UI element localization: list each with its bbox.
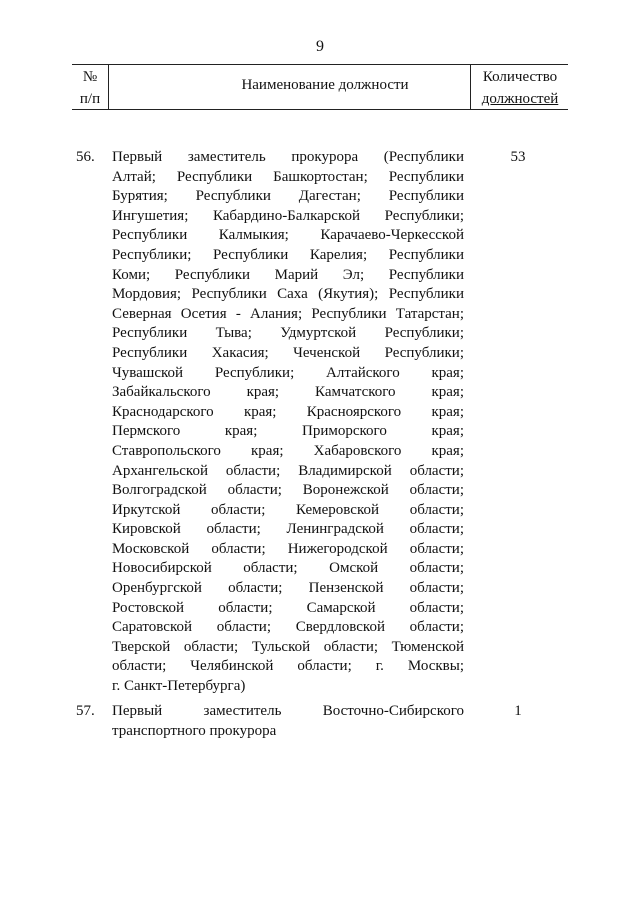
text-line: Ингушетия; Кабардино-Балкарской Республики;	[112, 207, 464, 224]
text-line: Первый заместитель Восточно-Сибирского	[112, 703, 464, 719]
text-line: Республики Тыва; Удмуртской Республики;	[112, 325, 464, 342]
text-line: Забайкальского края; Камчатского края;	[112, 384, 464, 401]
text-line: Пермского края; Приморского края;	[112, 423, 464, 440]
header-quantity-label-line1: Количество	[482, 69, 558, 85]
header-position-name-label: Наименование должности	[241, 77, 409, 93]
text-line: области; Челябинской области; г. Москвы;	[112, 658, 464, 675]
header-quantity-column	[470, 65, 569, 109]
text-line: Алтай; Республики Башкортостан; Республики	[112, 168, 464, 185]
text-line: Волгоградской области; Воронежской области;	[112, 482, 464, 499]
text-line: транспортного прокурора	[112, 722, 277, 739]
text-line: Краснодарского края; Красноярского края;	[112, 403, 464, 420]
text-line: Чувашской Республики; Алтайского края;	[112, 364, 464, 381]
text-line: Тверской области; Тульской области; Тюменской	[112, 638, 464, 655]
header-number-abbrev: п/п	[79, 91, 101, 107]
text-line: Новосибирской области; Омской области;	[112, 560, 464, 577]
header-quantity-label-line2: должностей	[481, 91, 559, 107]
text-line: Московской области; Нижегородской области;	[112, 540, 464, 557]
table-header	[72, 64, 568, 110]
text-line: Архангельской области; Владимирской области;	[112, 462, 464, 479]
text-line: Ростовской области; Самарской области;	[112, 599, 464, 616]
text-line: Оренбургской области; Пензенской области;	[112, 580, 464, 597]
text-line: Республики Хакасия; Чеченской Республики;	[112, 344, 464, 361]
text-line: Иркутской области; Кемеровской области;	[112, 501, 464, 518]
row-number: 57.	[76, 703, 95, 719]
text-line: Мордовия; Республики Саха (Якутия); Республики	[112, 286, 464, 303]
page-number: 9	[316, 38, 324, 55]
row-number: 56.	[76, 149, 95, 165]
row-quantity: 53	[510, 149, 526, 165]
text-line: Республики; Республики Карелия; Республики	[112, 246, 464, 263]
row-position-text	[112, 702, 464, 741]
row-quantity: 1	[514, 703, 522, 719]
text-line: Ставропольского края; Хабаровского края;	[112, 442, 464, 459]
text-line: Коми; Республики Марий Эл; Республики	[112, 266, 464, 283]
text-line: Первый заместитель прокурора (Республики	[112, 149, 464, 165]
text-line: Северная Осетия - Алания; Республики Татарстан;	[112, 305, 464, 322]
text-line: Республики Калмыкия; Карачаево-Черкесской	[112, 227, 464, 244]
header-number-column	[72, 65, 109, 109]
text-line: Бурятия; Республики Дагестан; Республики	[112, 188, 464, 205]
header-number-symbol: №	[82, 69, 98, 85]
row-position-text	[112, 148, 464, 697]
text-line: г. Санкт-Петербурга)	[112, 678, 246, 695]
text-line: Кировской области; Ленинградской области;	[112, 521, 464, 538]
text-line: Саратовской области; Свердловской области;	[112, 619, 464, 636]
